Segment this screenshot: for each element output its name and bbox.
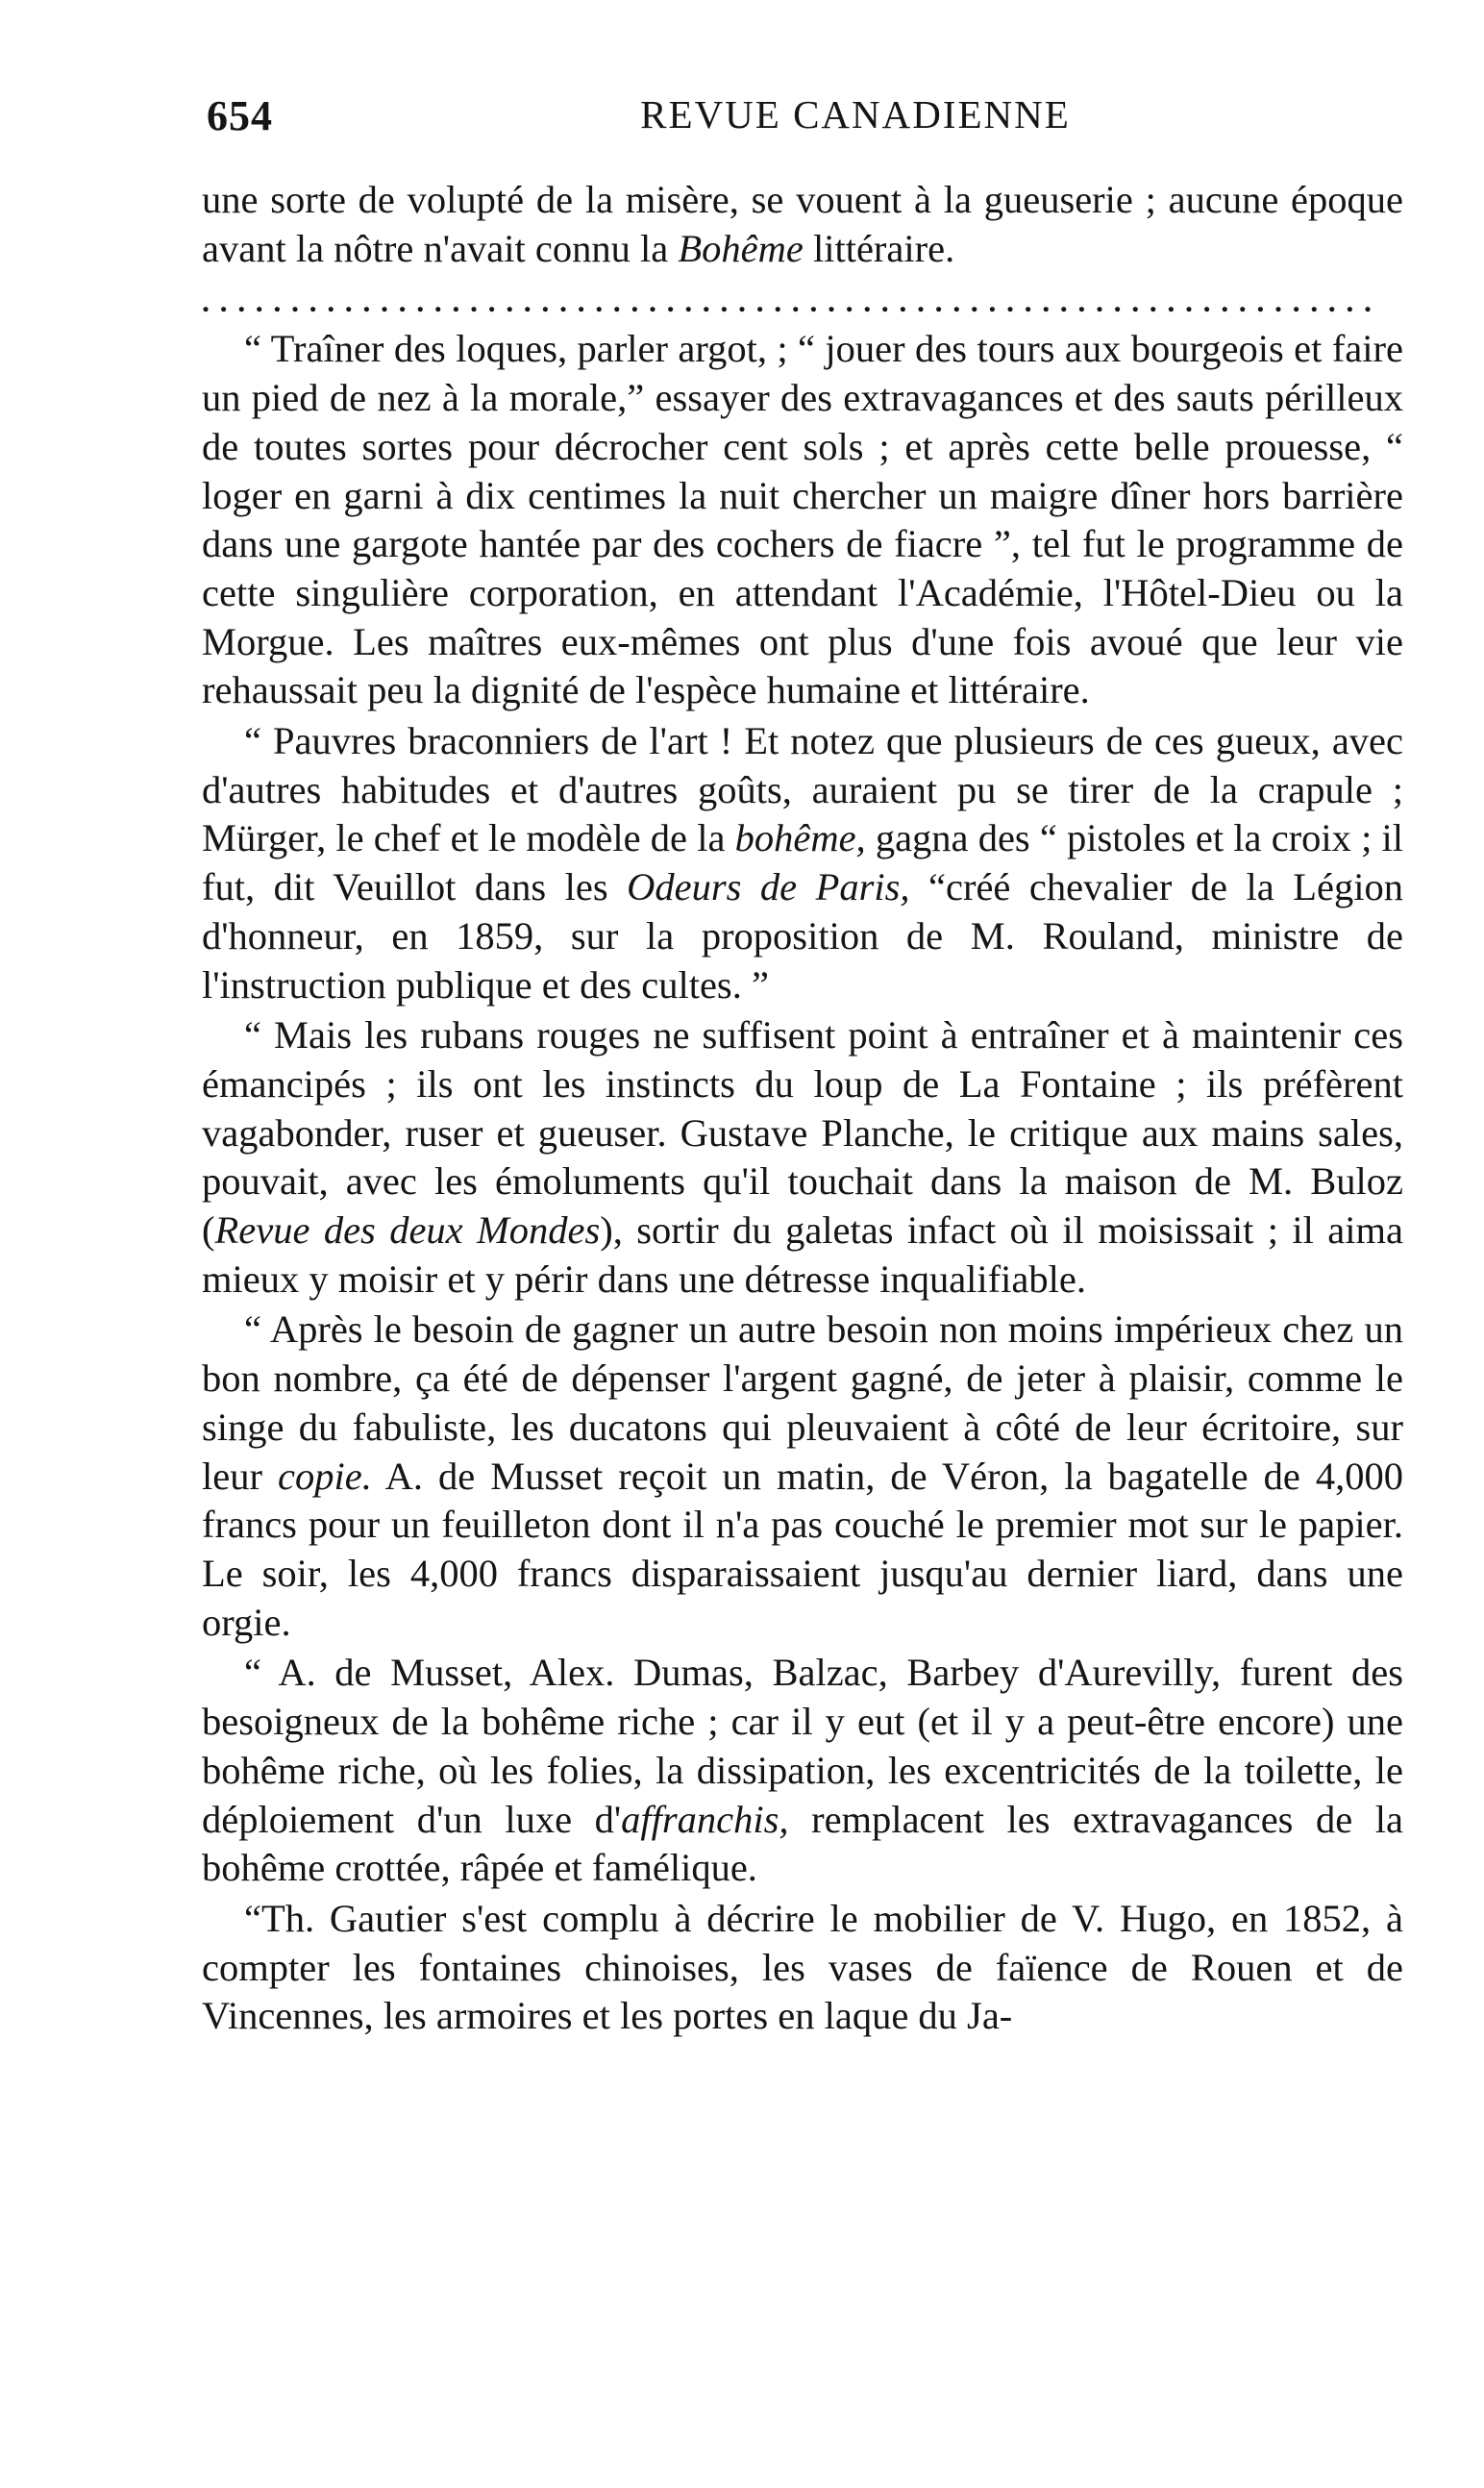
italic-title: Odeurs de Paris, xyxy=(627,865,910,909)
paragraph-3: “ Pauvres braconniers de l'art ! Et notez que plusieurs de ces gueux, avec d'autres habitudes et d'autres goûts, auraient pu se tirer de la crapule ; Mürger, le chef et le modèle de la bohême, gagna des “ pistoles et la croix ; il fut, dit Veuillot dans les Odeurs de Paris, “créé chevalier de la Légion d'honneur, en 1859, sur la proposition de M. Rouland, ministre de l'instruction publique et des cultes. ” xyxy=(202,719,1403,1007)
paragraph-1: une sorte de volupté de la misère, se vouent à la gueuserie ; aucune époque avant la nôtre n'avait connu la Bohême littéraire. xyxy=(202,178,1403,270)
paragraph-2: “ Traîner des loques, parler argot, ; “ jouer des tours aux bourgeois et faire un pied de nez à la morale,” essayer des extravagances et des sauts périlleux de toutes sortes pour décrocher cent sols ; et après cette belle prouesse, “ loger en garni à dix centimes la nuit chercher un maigre dîner hors barrière dans une gargote hantée par des cochers de fiacre ”, tel fut le programme de cette singulière corporation, en attendant l'Académie, l'Hôtel-Dieu ou la Morgue. Les maîtres eux-mêmes ont plus d'une fois avoué que leur vie rehaussait peu la dignité de l'espèce humaine et littéraire. xyxy=(202,327,1403,712)
paragraph-5: “ Après le besoin de gagner un autre besoin non moins impérieux chez un bon nombre, ça été de dépenser l'argent gagné, de jeter à plaisir, comme le singe du fabuliste, les ducatons qui pleuvaient à côté de leur écritoire, sur leur copie. A. de Musset reçoit un matin, de Véron, la bagatelle de 4,000 francs pour un feuilleton dont il n'a pas couché le premier mot sur le papier. Le soir, les 4,000 francs disparaissaient jusqu'au dernier liard, dans une orgie. xyxy=(202,1307,1403,1644)
ellipsis-separator: .................................................................. xyxy=(202,284,1382,319)
italic-term: bohême, xyxy=(734,816,866,860)
book-page xyxy=(202,91,1403,2041)
italic-term: copie. xyxy=(277,1454,372,1498)
paragraph-6: “ A. de Musset, Alex. Dumas, Balzac, Barbey d'Aurevilly, furent des besoigneux de la bohême riche ; car il y eut (et il y a peut-être encore) une bohême riche, où les folies, la dissipation, les excentricités de la toilette, le déploiement d'un luxe d'affranchis, remplacent les extravagances de la bohême crottée, râpée et famélique. xyxy=(202,1651,1403,1890)
paragraph-4: “ Mais les rubans rouges ne suffisent point à entraîner et à maintenir ces émancipés ; ils ont les instincts du loup de La Fontaine ; ils préfèrent vagabonder, ruser et gueuser. Gustave Planche, le critique aux mains sales, pouvait, avec les émoluments qu'il touchait dans la maison de M. Buloz (Revue des deux Mondes), sortir du galetas infact où il moisissait ; il aima mieux y moisir et y périr dans une détresse inqualifiable. xyxy=(202,1013,1403,1301)
paragraph-7: “Th. Gautier s'est complu à décrire le mobilier de V. Hugo, en 1852, à compter les fontaines chinoises, les vases de faïence de Rouen et de Vincennes, les armoires et les portes en laque du Ja- xyxy=(202,1896,1403,2038)
running-head: REVUE CANADIENNE xyxy=(640,92,1071,137)
body-text xyxy=(202,176,1403,2041)
page-header xyxy=(202,91,1403,149)
page-number: 654 xyxy=(207,92,273,139)
italic-term: Bohême xyxy=(678,226,804,270)
italic-title: Revue des deux Mondes xyxy=(214,1208,601,1253)
italic-term: affranchis, xyxy=(621,1797,789,1841)
